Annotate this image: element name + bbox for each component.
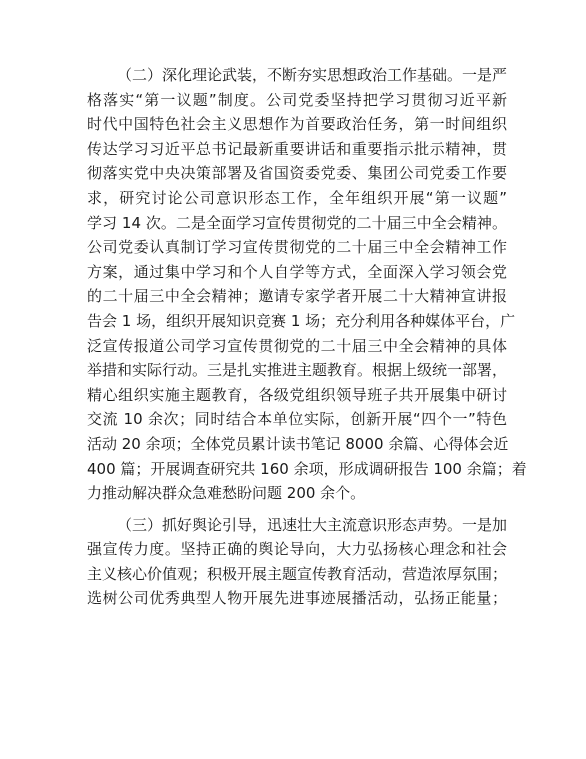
text-line: （三）抓好舆论引导，迅速壮大主流意识形态声势。一是加 <box>117 515 508 534</box>
document-body <box>87 63 527 611</box>
text-line: 400 篇；开展调查研究共 160 余项，形成调研报告 100 余篇；着 <box>87 459 527 478</box>
text-line: 求，研究讨论公司意识形态工作，全年组织开展“第一议题” <box>87 188 507 207</box>
text-line: 举措和实际行动。三是扎实推进主题教育。根据上级统一部署， <box>87 361 508 380</box>
text-line: 时代中国特色社会主义思想作为首要政治任务，第一时间组织 <box>87 115 507 134</box>
text-line: 传达学习习近平总书记最新重要讲话和重要指示批示精神，贯 <box>87 139 507 158</box>
text-line: 格落实“第一议题”制度。公司党委坚持把学习贯彻习近平新 <box>87 90 507 109</box>
text-line: 泛宣传报道公司学习宣传贯彻党的二十届三中全会精神的具体 <box>87 336 507 355</box>
text-line: 交流 10 余次；同时结合本单位实际，创新开展“四个一”特色 <box>87 410 507 429</box>
text-line: 学习 14 次。二是全面学习宣传贯彻党的二十届三中全会精神。 <box>87 213 507 232</box>
text-line: （二）深化理论武装，不断夯实思想政治工作基础。一是严 <box>117 66 508 84</box>
text-line: 选树公司优秀典型人物开展先进事迹展播活动，弘扬正能量； <box>87 589 507 608</box>
paragraph-section-3 <box>87 513 507 611</box>
paragraph-section-2 <box>87 63 527 506</box>
text-line: 主义核心价值观；积极开展主题宣传教育活动，营造浓厚氛围； <box>87 564 508 583</box>
text-line: 公司党委认真制订学习宣传贯彻党的二十届三中全会精神工作 <box>87 238 507 257</box>
text-line: 力推动解决群众急难愁盼问题 200 余个。 <box>87 484 366 503</box>
text-line: 告会 1 场，组织开展知识竞赛 1 场；充分利用各种媒体平台，广 <box>87 311 516 330</box>
text-line: 活动 20 余项；全体党员累计读书笔记 8000 余篇、心得体会近 <box>87 434 509 453</box>
text-line: 彻落实党中央决策部署及省国资委党委、集团公司党委工作要 <box>87 164 507 183</box>
paragraph-gap <box>87 506 507 513</box>
text-line: 方案，通过集中学习和个人自学等方式，全面深入学习领会党 <box>87 262 507 281</box>
text-line: 精心组织实施主题教育，各级党组织领导班子共开展集中研讨 <box>87 385 507 404</box>
text-line: 的二十届三中全会精神；邀请专家学者开展二十大精神宣讲报 <box>87 287 507 306</box>
text-line: 强宣传力度。坚持正确的舆论导向，大力弘扬核心理念和社会 <box>87 540 507 559</box>
